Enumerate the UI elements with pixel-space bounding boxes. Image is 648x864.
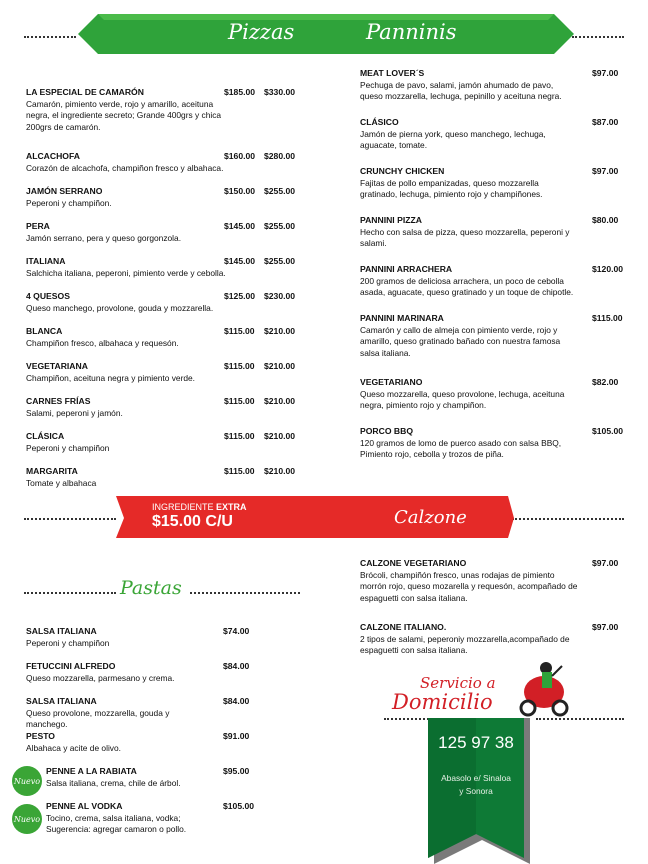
item-description: Camarón y callo de almeja con pimiento verde, rojo y amarillo, queso gratinado bañado con nuestra famosa salsa italiana.	[360, 324, 561, 358]
item-price: $97.00	[592, 68, 619, 78]
pasta-item	[46, 766, 286, 789]
item-price: $150.00	[224, 186, 256, 196]
pannini-item	[360, 117, 622, 152]
item-description: 200 gramos de deliciosa arrachera, un poco de cebolla asada, aguacate, queso gratinado y un toque de chipotle.	[360, 275, 574, 298]
item-description: Queso manchego, provolone, gouda y mozzarella.	[26, 302, 214, 313]
pizza-item	[26, 151, 306, 174]
item-price: $82.00	[592, 377, 619, 387]
extra-label-a: INGREDIENTE	[152, 502, 214, 512]
pasta-item	[46, 801, 286, 836]
item-name: ALCACHOFA	[26, 151, 80, 161]
pasta-item	[26, 696, 286, 731]
item-price: $330.00	[264, 87, 296, 97]
item-price: $74.00	[223, 626, 250, 636]
divider	[190, 592, 300, 594]
item-name: BLANCA	[26, 326, 63, 336]
item-description: Brócoli, champiñón fresco, unas rodajas de pimiento morrón rojo, queso mozarella y requesón, acompañado de espaguetti con salsa italiana.	[360, 569, 578, 603]
item-price: $105.00	[592, 426, 624, 436]
item-price: $255.00	[264, 256, 296, 266]
item-price: $97.00	[592, 622, 619, 632]
item-name: LA ESPECIAL DE CAMARÓN	[26, 87, 144, 97]
item-name: VEGETARIANA	[26, 361, 88, 371]
panninis-heading: Panninis	[366, 20, 457, 44]
extra-label-b: EXTRA	[216, 502, 247, 512]
item-name: PORCO BBQ	[360, 426, 413, 436]
item-price: $255.00	[264, 221, 296, 231]
item-price: $210.00	[264, 431, 296, 441]
pannini-item	[360, 166, 622, 201]
calzone-heading: Calzone	[394, 507, 467, 528]
item-description: Champiñon, aceituna negra y pimiento verde.	[26, 372, 195, 383]
item-description: Salchicha italiana, peperoni, pimiento verde y cebolla.	[26, 267, 226, 278]
item-price: $115.00	[224, 466, 255, 476]
item-price: $210.00	[264, 396, 296, 406]
calzone-item	[360, 622, 622, 657]
pizza-item	[26, 466, 306, 489]
pannini-item	[360, 215, 622, 250]
item-name: PANNINI PIZZA	[360, 215, 422, 225]
item-description: Queso provolone, mozzarella, gouda y manchego.	[26, 707, 170, 730]
pizzas-heading: Pizzas	[228, 20, 295, 44]
item-description: Camarón, pimiento verde, rojo y amarillo, aceituna negra, el ingrediente secreto; Grande 400grs y chica 200grs de camarón.	[26, 98, 222, 132]
item-name: PESTO	[26, 731, 55, 741]
delivery-phone: 125 97 38	[438, 733, 514, 752]
item-price: $87.00	[592, 117, 619, 127]
item-description: Hecho con salsa de pizza, queso mozzarella, peperoni y salami.	[360, 226, 570, 249]
item-name: CALZONE ITALIANO.	[360, 622, 447, 632]
pannini-item	[360, 68, 622, 103]
item-price: $80.00	[592, 215, 619, 225]
extra-price: $15.00 C/U	[152, 513, 233, 530]
divider	[512, 518, 624, 520]
item-price: $210.00	[264, 361, 296, 371]
pannini-item	[360, 377, 622, 412]
delivery-title	[392, 676, 496, 713]
item-description: 2 tipos de salami, peperoniy mozzarella,acompañado de espaguetti con salsa italiana.	[360, 633, 570, 656]
item-description: Queso mozzarella, parmesano y crema.	[26, 672, 175, 683]
pasta-item	[26, 626, 286, 649]
item-description: Champiñon fresco, albahaca y requesón.	[26, 337, 179, 348]
top-banner	[78, 8, 574, 60]
item-name: JAMÓN SERRANO	[26, 186, 103, 196]
item-price: $125.00	[224, 291, 256, 301]
delivery-address-a: Abasolo e/ Sinaloa	[441, 773, 511, 783]
item-description: Jamón serrano, pera y queso gorgonzola.	[26, 232, 182, 243]
item-price: $115.00	[592, 313, 623, 323]
pizza-item	[26, 256, 306, 279]
pizza-item	[26, 87, 306, 133]
divider	[384, 718, 432, 720]
item-description: Albahaca y acite de olivo.	[26, 742, 121, 753]
item-price: $210.00	[264, 326, 296, 336]
item-price: $115.00	[224, 431, 255, 441]
item-description: Fajitas de pollo empanizadas, queso mozzarella gratinado, lechuga, pimiento rojo y champiñones.	[360, 177, 543, 200]
item-description: Peperoni y champiñon	[26, 637, 110, 648]
item-price: $145.00	[224, 221, 256, 231]
item-description: Pechuga de pavo, salami, jamón ahumado de pavo, queso mozzarella, lechuga, pepinillo y aceituna negra.	[360, 79, 562, 102]
item-price: $185.00	[224, 87, 256, 97]
pastas-heading: Pastas	[120, 577, 182, 599]
pannini-item	[360, 264, 622, 299]
item-name: PANNINI ARRACHERA	[360, 264, 453, 274]
item-price: $97.00	[592, 166, 619, 176]
item-description: Salami, peperoni y jamón.	[26, 407, 123, 418]
pasta-item	[26, 731, 286, 754]
divider	[24, 592, 116, 594]
item-price: $115.00	[224, 326, 255, 336]
pannini-item	[360, 426, 622, 461]
divider	[572, 36, 624, 38]
item-price: $91.00	[223, 731, 250, 741]
calzone-item	[360, 558, 622, 604]
item-name: PENNE AL VODKA	[46, 801, 123, 811]
item-description: Tocino, crema, salsa italiana, vodka; Sugerencia: agregar camaron o pollo.	[46, 812, 187, 835]
delivery-address	[428, 772, 524, 798]
pizza-item	[26, 431, 306, 454]
delivery-title-b: Domicilio	[392, 690, 493, 714]
item-price: $210.00	[264, 466, 296, 476]
item-price: $115.00	[224, 396, 255, 406]
pizza-item	[26, 221, 306, 244]
pasta-item	[26, 661, 286, 684]
item-price: $95.00	[223, 766, 250, 776]
item-price: $255.00	[264, 186, 296, 196]
item-name: ITALIANA	[26, 256, 66, 266]
item-name: PERA	[26, 221, 50, 231]
item-description: 120 gramos de lomo de puerco asado con salsa BBQ, Pimiento rojo, cebolla y trozos de piña.	[360, 437, 562, 460]
item-name: CLÁSICO	[360, 117, 399, 127]
item-description: Queso mozzarella, queso provolone, lechuga, aceituna negra, pimiento rojo y champiñon.	[360, 388, 565, 411]
item-price: $230.00	[264, 291, 296, 301]
item-name: PANNINI MARINARA	[360, 313, 444, 323]
pannini-item	[360, 313, 622, 359]
pizza-item	[26, 361, 306, 384]
divider	[24, 518, 116, 520]
item-description: Tomate y albahaca	[26, 477, 97, 488]
new-badge: Nuevo	[12, 804, 42, 834]
item-description: Jamón de pierna york, queso manchego, lechuga, aguacate, tomate.	[360, 128, 546, 151]
item-description: Corazón de alcachofa, champiñon fresco y albahaca.	[26, 162, 224, 173]
pizza-item	[26, 396, 306, 419]
item-name: CRUNCHY CHICKEN	[360, 166, 445, 176]
item-description: Salsa italiana, crema, chile de árbol.	[46, 777, 181, 788]
divider	[536, 718, 624, 720]
pizza-item	[26, 326, 306, 349]
item-name: PENNE A LA RABIATA	[46, 766, 137, 776]
item-name: CALZONE VEGETARIANO	[360, 558, 467, 568]
delivery-title-a: Servicio a	[420, 674, 496, 692]
item-price: $280.00	[264, 151, 296, 161]
item-description: Peperoni y champiñon.	[26, 197, 112, 208]
item-name: CARNES FRÍAS	[26, 396, 91, 406]
pizza-item	[26, 291, 306, 314]
item-price: $145.00	[224, 256, 256, 266]
delivery-scooter-icon	[516, 656, 572, 718]
item-name: 4 QUESOS	[26, 291, 70, 301]
item-price: $84.00	[223, 661, 250, 671]
item-description: Peperoni y champiñon	[26, 442, 110, 453]
item-name: MEAT LOVER´S	[360, 68, 425, 78]
item-price: $97.00	[592, 558, 619, 568]
item-name: SALSA ITALIANA	[26, 696, 97, 706]
item-price: $160.00	[224, 151, 256, 161]
item-price: $120.00	[592, 264, 624, 274]
item-name: SALSA ITALIANA	[26, 626, 97, 636]
extra-label	[152, 502, 247, 512]
delivery-address-b: y Sonora	[459, 786, 493, 796]
item-price: $105.00	[223, 801, 255, 811]
divider	[24, 36, 76, 38]
pizza-item	[26, 186, 306, 209]
item-name: MARGARITA	[26, 466, 78, 476]
item-name: FETUCCINI ALFREDO	[26, 661, 116, 671]
item-name: CLÁSICA	[26, 431, 65, 441]
item-price: $115.00	[224, 361, 255, 371]
item-name: VEGETARIANO	[360, 377, 423, 387]
item-price: $84.00	[223, 696, 250, 706]
new-badge: Nuevo	[12, 766, 42, 796]
